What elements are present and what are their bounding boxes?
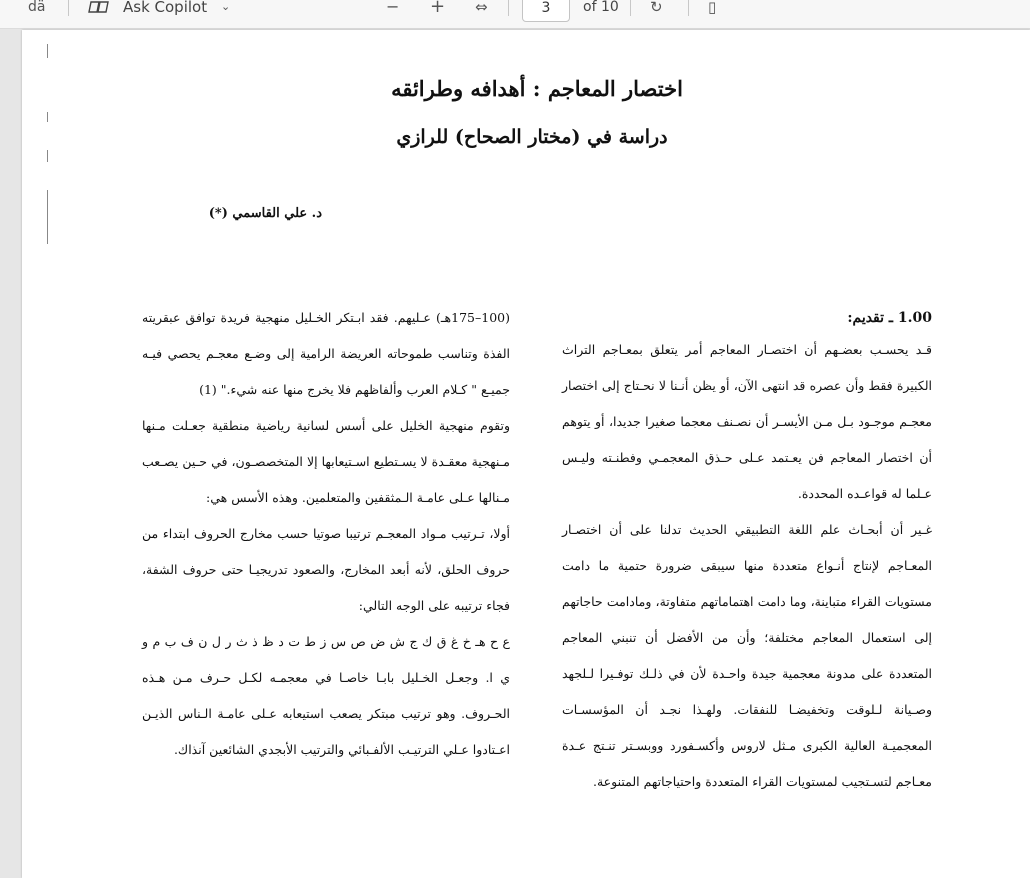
read-aloud-icon[interactable]: dä <box>28 0 46 15</box>
paragraph: قـد يحسـب بعضـهم أن اختصـار المعاجم أمر يتعلق بمعـاجم التراث الكبيرة فقط وأن عصره قد انتهى الآن، أو يظن أنـنا لا نحـتاج إلى اختصار معجـم موجـود بـل مـن الأيسـر أن نصـنف معجما صغيرا جديدا، أو يتوهم أن اختصار المعاجم فن يعـتمد عـلى حـذق المعجمـي وفطنـته وليـس عـلما له قواعـده المحددة. <box>562 342 932 501</box>
toolbar-divider <box>68 0 69 16</box>
scan-artifact <box>47 112 48 122</box>
toolbar-divider <box>688 0 689 16</box>
page-count-label: of 10 <box>583 0 619 15</box>
zoom-in-button[interactable]: + <box>430 0 446 17</box>
paragraph: أولا، تـرتيب مـواد المعجـم ترتيبا صوتيا حسب مخارج الحروف ابتداء من حروف الحلق، لأنه أبعد المخارج، والصعود تدريجيـا حتى حروف الشفة، فجاء ترتيبه على الوجه التالي: <box>142 526 510 613</box>
copilot-glyph <box>88 0 112 14</box>
page-number-input[interactable]: 3 <box>522 0 570 22</box>
paragraph: (100–175هـ) عـليهم. فقد ابـتكر الخـليل منهجية فريدة توافق عبقريته الفذة وتناسب طموحاته العريضة الرامية إلى وضـع معجـم يحصي فيـه جميـع " كـلام العرب وألفاظهم فلا يخرج منها عنه شيء." (1) <box>142 310 510 397</box>
scan-artifact <box>47 44 48 58</box>
paragraph: غـير أن أبحـاث علم اللغة التطبيقي الحديث تدلنا على أن اختصـار المعـاجم لإنتاج أنـواع متعددة منها سيبقى ضرورة حتمية ما دامت مستويات القراء متباينة، وما دامت اهتماماتهم متفاوتة، ومادامت حاجاتهم إلى استعمال المعاجم مختلفة؛ وأن من الأفضل أن تنبني المعاجم المتعددة على مدونة معجمية جيدة واحـدة لأن في ذلـك توفـيرا لـلجهد وصـيانة لـلوقت وتخفيضـا للنفقات. ولهـذا نجـد أن المؤسسـات المعجميـة العالية الكبرى مـثل لاروس وأكسـفورد ووبسـتر تنـتج عـدة معـاجم لتسـتجيب لمستويات القراء المتعددة واحتياجاتهم المتنوعة. <box>562 522 932 789</box>
zoom-out-button[interactable]: − <box>386 0 400 16</box>
chevron-down-icon[interactable]: ⌄ <box>221 0 231 13</box>
right-column <box>562 304 932 800</box>
scan-artifact <box>47 190 48 244</box>
scan-artifact <box>47 150 48 162</box>
author-name: د. علي القاسمي (*) <box>208 206 322 221</box>
left-column <box>142 300 510 768</box>
pdf-toolbar <box>0 0 1030 29</box>
toolbar-divider <box>508 0 509 16</box>
ask-copilot-button[interactable]: Ask Copilot <box>123 0 208 16</box>
document-subtitle: دراسة في (مختار الصحاح) للرازي <box>396 126 668 148</box>
paragraph: وتقوم منهجية الخليل على أسس لسانية رياضية منطقية جعـلت مـنها مـنهجية معقـدة لا يسـتطيع اسـتيعابها إلا المتخصصـون، في حـين يصـعب مـنالها عـلى عامـة الـمثقفين والمتعلمين. وهذه الأسس هي: <box>142 418 510 505</box>
paragraph: ع ح هـ خ غ ق ك ج ش ض ص س ز ط ت د ظ ذ ث ر ل ن ف ب م و ي ا. وجعـل الخـليل بابـا خاصـا في معجمـه لكـل حـرف مـن هـذه الحـروف. وهو ترتيب مبتكر يصعب استيعابه عـلى عامـة الـناس الذيـن اعـتادوا عـلي الترتيـب الألفـبائي والترتيب الأبجدي الشائعين آنذاك. <box>142 634 510 757</box>
document-title: اختصار المعاجم : أهدافه وطرائقه <box>391 76 683 101</box>
toolbar-divider <box>630 0 631 16</box>
page-layout-icon[interactable]: ▯ <box>708 0 717 16</box>
copilot-icon[interactable] <box>88 0 114 14</box>
section-heading: 1.00 ـ تقديم: <box>847 310 932 326</box>
fit-width-icon[interactable]: ⇔ <box>475 0 488 16</box>
pdf-page <box>22 30 1030 878</box>
rotate-icon[interactable]: ↻ <box>650 0 663 16</box>
